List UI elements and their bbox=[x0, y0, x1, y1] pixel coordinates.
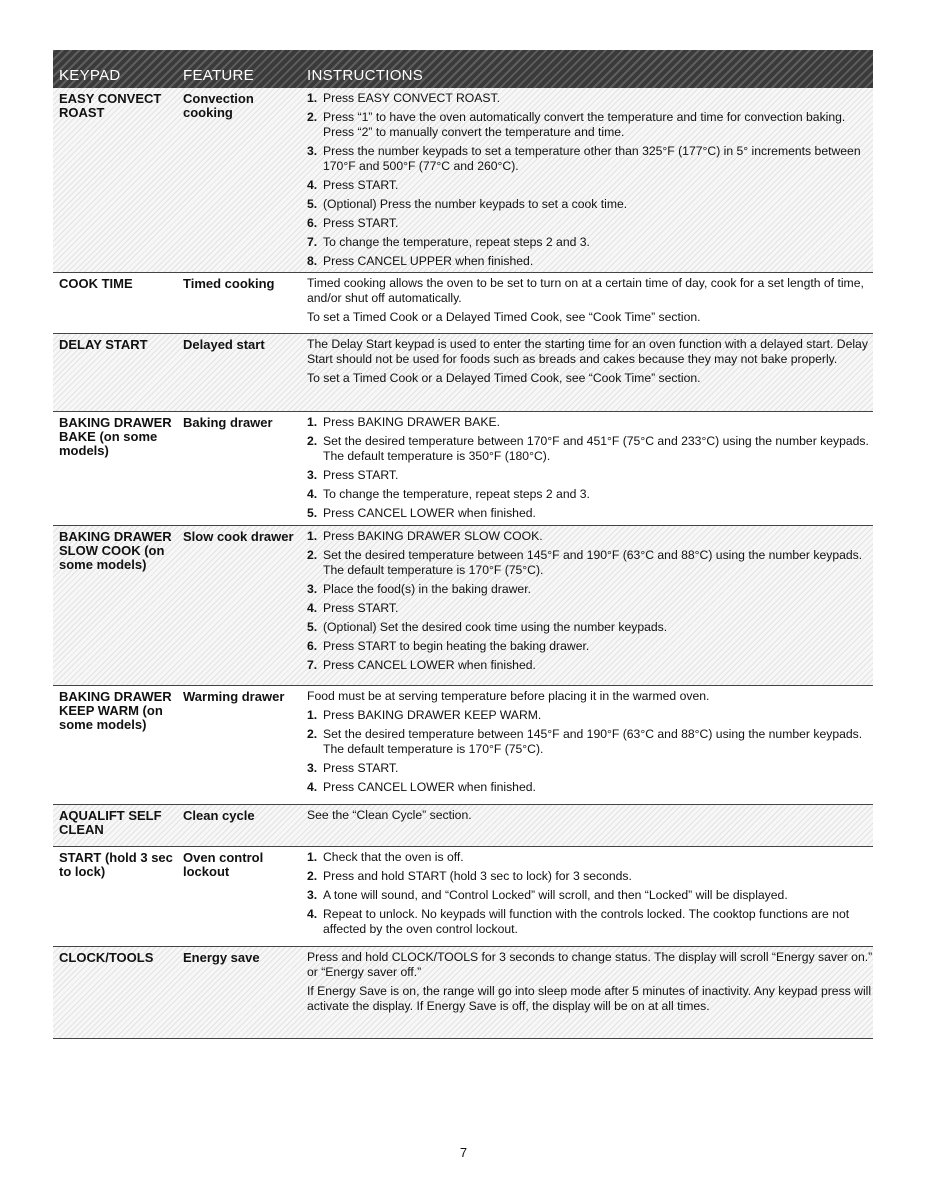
header-instructions: INSTRUCTIONS bbox=[307, 67, 424, 84]
feature-name: Clean cycle bbox=[183, 808, 255, 823]
table-row bbox=[53, 526, 873, 686]
list-item: 1. Press BAKING DRAWER BAKE. bbox=[307, 415, 500, 429]
table-row bbox=[53, 947, 873, 1039]
instructions bbox=[303, 526, 873, 685]
keypad-name: BAKING DRAWER SLOW COOK (on some models) bbox=[59, 529, 172, 572]
paragraph: Timed cooking allows the oven to be set to turn on at a certain time of day, cook for a set length of time, and/or shut off automatically. bbox=[307, 276, 864, 305]
table-row bbox=[53, 686, 873, 805]
feature-name: Slow cook drawer bbox=[183, 529, 294, 544]
paragraph: The Delay Start keypad is used to enter the starting time for an oven function with a delayed start. Delay Start should not be used for foods such as breads and cakes because they may not bake properly. bbox=[307, 337, 868, 366]
list-item: 5. (Optional) Set the desired cook time using the number keypads. bbox=[307, 620, 668, 634]
feature-name: Energy save bbox=[183, 950, 260, 965]
feature-name: Baking drawer bbox=[183, 415, 273, 430]
feature-name: Oven control lockout bbox=[183, 850, 264, 879]
list-item: 3. A tone will sound, and “Control Locked” will scroll, and then “Locked” will be displayed. bbox=[307, 888, 788, 902]
feature-name: Convection cooking bbox=[183, 91, 254, 120]
list-item: 2. Set the desired temperature between 145°F and 190°F (63°C and 88°C) using the number keypads. The default temperature is 170°F (75°C). bbox=[307, 548, 863, 577]
list-item: 1. Check that the oven is off. bbox=[307, 850, 464, 864]
paragraph: Food must be at serving temperature before placing it in the warmed oven. bbox=[307, 689, 710, 703]
list-item: 3. Press the number keypads to set a temperature other than 325°F (177°C) in 5° increments between 170°F and 500°F (77°C and 260°C). bbox=[307, 144, 861, 173]
header-feature: FEATURE bbox=[183, 67, 254, 84]
list-item: 2. Set the desired temperature between 170°F and 451°F (75°C and 233°C) using the number keypads. The default temperature is 350°F (180°C). bbox=[307, 434, 869, 463]
list-item: 6. Press START to begin heating the baking drawer. bbox=[307, 639, 590, 653]
keypad-name: BAKING DRAWER KEEP WARM (on some models) bbox=[59, 689, 172, 732]
instructions bbox=[303, 686, 873, 804]
instructions bbox=[303, 847, 873, 946]
keypad-table bbox=[53, 50, 873, 1039]
paragraph: To set a Timed Cook or a Delayed Timed Cook, see “Cook Time” section. bbox=[307, 371, 701, 385]
list-item: 7. Press CANCEL LOWER when finished. bbox=[307, 658, 536, 672]
paragraph: To set a Timed Cook or a Delayed Timed Cook, see “Cook Time” section. bbox=[307, 310, 701, 324]
table-row bbox=[53, 334, 873, 412]
instructions bbox=[303, 947, 873, 1038]
list-item: 4. Press START. bbox=[307, 178, 399, 192]
list-item: 1. Press BAKING DRAWER SLOW COOK. bbox=[307, 529, 543, 543]
table-row bbox=[53, 412, 873, 526]
keypad-name: AQUALIFT SELF CLEAN bbox=[59, 808, 162, 837]
list-item: 2. Press “1” to have the oven automatically convert the temperature and time for convection baking. Press “2” to manually convert the temperature and time. bbox=[307, 110, 846, 139]
list-item: 4. Press CANCEL LOWER when finished. bbox=[307, 780, 536, 794]
instructions bbox=[303, 412, 873, 525]
list-item: 2. Press and hold START (hold 3 sec to lock) for 3 seconds. bbox=[307, 869, 632, 883]
list-item: 4. Press START. bbox=[307, 601, 399, 615]
instructions bbox=[303, 805, 873, 846]
feature-name: Timed cooking bbox=[183, 276, 275, 291]
paragraph: Press and hold CLOCK/TOOLS for 3 seconds to change status. The display will scroll “Energy saver on.” or “Energy saver off.” bbox=[307, 950, 873, 979]
feature-name: Delayed start bbox=[183, 337, 265, 352]
list-item: 3. Place the food(s) in the baking drawer. bbox=[307, 582, 531, 596]
keypad-name: START (hold 3 sec to lock) bbox=[59, 850, 173, 879]
keypad-name: COOK TIME bbox=[59, 276, 133, 291]
keypad-name: CLOCK/TOOLS bbox=[59, 950, 154, 965]
list-item: 8. Press CANCEL UPPER when finished. bbox=[307, 254, 534, 268]
table-row bbox=[53, 273, 873, 334]
instructions bbox=[303, 334, 873, 411]
paragraph: If Energy Save is on, the range will go into sleep mode after 5 minutes of inactivity. Any keypad press will activate the display. If Energy Save is off, the display will be on at all times. bbox=[307, 984, 872, 1013]
list-item: 1. Press BAKING DRAWER KEEP WARM. bbox=[307, 708, 542, 722]
instructions bbox=[303, 88, 873, 272]
keypad-name: BAKING DRAWER BAKE (on some models) bbox=[59, 415, 172, 458]
keypad-name: DELAY START bbox=[59, 337, 148, 352]
table-row bbox=[53, 805, 873, 847]
feature-name: Warming drawer bbox=[183, 689, 285, 704]
table-row bbox=[53, 88, 873, 273]
instructions bbox=[303, 273, 873, 333]
list-item: 2. Set the desired temperature between 145°F and 190°F (63°C and 88°C) using the number keypads. The default temperature is 170°F (75°C). bbox=[307, 727, 863, 756]
list-item: 4. To change the temperature, repeat steps 2 and 3. bbox=[307, 487, 590, 501]
list-item: 1. Press EASY CONVECT ROAST. bbox=[307, 91, 500, 105]
keypad-name: EASY CONVECT ROAST bbox=[59, 91, 162, 120]
list-item: 3. Press START. bbox=[307, 761, 399, 775]
header-keypad: KEYPAD bbox=[59, 67, 121, 84]
table-row bbox=[53, 847, 873, 947]
list-item: 6. Press START. bbox=[307, 216, 399, 230]
list-item: 7. To change the temperature, repeat steps 2 and 3. bbox=[307, 235, 590, 249]
list-item: 3. Press START. bbox=[307, 468, 399, 482]
paragraph: See the “Clean Cycle” section. bbox=[307, 808, 472, 822]
list-item: 5. (Optional) Press the number keypads to set a cook time. bbox=[307, 197, 628, 211]
list-item: 5. Press CANCEL LOWER when finished. bbox=[307, 506, 536, 520]
page-number: 7 bbox=[459, 1145, 468, 1160]
list-item: 4. Repeat to unlock. No keypads will function with the controls locked. The cooktop functions are not affected by the oven control lockout. bbox=[307, 907, 850, 936]
table-header bbox=[53, 50, 873, 88]
